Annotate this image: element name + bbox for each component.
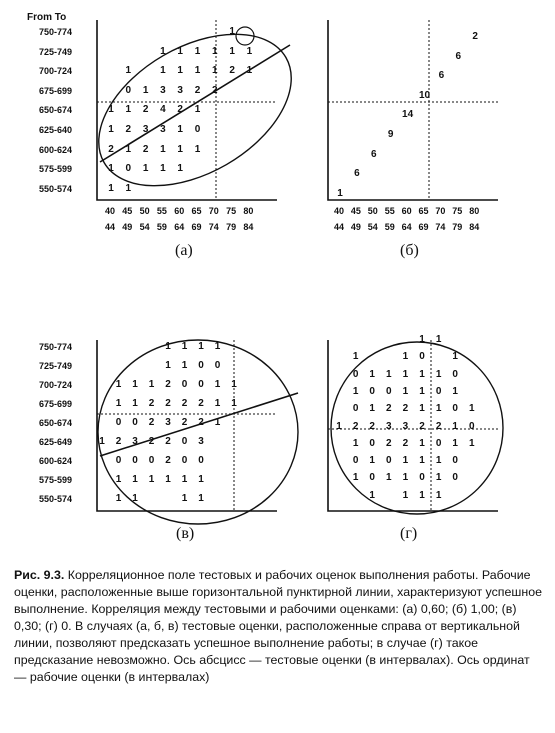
data-cell: 2 [472,31,478,42]
x-axis-tick-label-bottom: 64 [401,222,412,232]
data-cell: 0 [452,455,458,467]
data-cell: 1 [419,368,425,380]
x-axis-tick-label-top: 65 [191,206,202,216]
x-axis-tick-label-top: 60 [174,206,185,216]
y-axis-tick-label: 625-649 [39,437,73,447]
x-axis-tick-label-top: 70 [208,206,219,216]
data-cell: 1 [125,143,132,155]
data-cell: 1 [452,385,458,397]
data-cell: 0 [419,351,425,363]
data-cell: 2 [386,403,392,415]
data-cell: 3 [177,84,183,96]
data-cell: 1 [214,398,221,409]
data-cell: 1 [214,417,221,428]
from-to-header: From To [27,12,67,23]
data-cell: 1 [469,403,475,415]
data-cell: 6 [354,168,360,180]
data-cell: 1 [214,379,221,390]
data-cell: 1 [452,420,458,432]
y-axis-tick-label: 575-599 [39,475,73,485]
data-cell: 2 [229,65,235,77]
data-cell: 1 [369,368,375,380]
data-cell: 1 [231,398,237,409]
data-cell: 1 [125,182,132,194]
data-cell: 2 [198,417,204,428]
y-axis-tick-label: 550-574 [39,494,73,504]
x-axis-tick-label-top: 45 [350,206,361,216]
data-cell: 1 [194,45,201,57]
data-cell: 0 [452,368,458,380]
data-cell: 1 [115,474,122,485]
data-cell: 1 [369,489,375,501]
data-cell: 2 [108,143,114,155]
x-axis-tick-label-bottom: 74 [208,222,219,232]
data-cell: 1 [148,379,155,390]
data-cell: 2 [402,403,409,415]
data-cell: 0 [181,455,188,466]
data-cell: 1 [336,420,342,432]
x-axis-tick-label-top: 40 [334,206,345,216]
data-cell: 1 [402,489,409,501]
x-axis-tick-label-bottom: 79 [226,222,237,232]
x-axis-tick-label-top: 50 [139,206,150,216]
data-cell: 2 [369,420,375,432]
data-cell: 1 [337,187,343,199]
y-axis-tick-label: 750-774 [39,342,73,352]
data-cell: 0 [452,472,458,484]
data-cell: 1 [165,341,171,352]
data-cell: 1 [108,182,114,194]
data-cell: 1 [452,437,458,449]
data-cell: 1 [177,163,183,175]
data-cell: 4 [160,104,166,116]
panel-a [0,0,290,270]
data-cell: 1 [386,472,392,484]
data-cell: 1 [115,398,122,409]
x-axis-tick-label-bottom: 74 [435,222,446,232]
data-cell: 2 [148,436,155,447]
data-cell: 1 [352,351,359,363]
panel-v-label: (в) [176,525,195,542]
data-cell: 1 [99,436,105,447]
data-cell: 1 [160,143,166,155]
data-cell: 1 [125,65,132,77]
x-axis-tick-label-bottom: 59 [156,222,167,232]
data-cell: 1 [132,398,138,409]
data-cell: 1 [194,65,201,77]
data-cell: 2 [148,398,155,409]
data-cell: 0 [352,368,359,380]
y-axis-tick-label: 750-774 [39,27,73,37]
data-cell: 1 [115,379,122,390]
data-cell: 1 [369,455,375,467]
data-cell: 1 [246,45,253,57]
x-axis-tick-label-bottom: 44 [334,222,345,232]
data-cell: 0 [132,455,138,466]
data-cell: 0 [435,385,442,397]
data-cell: 1 [352,472,359,484]
x-axis-tick-label-top: 80 [243,206,254,216]
data-cell: 1 [386,368,392,380]
data-cell: 1 [212,65,218,77]
data-cell: 0 [369,385,375,397]
data-cell: 1 [246,65,253,77]
data-cell: 1 [435,334,442,345]
data-cell: 0 [452,403,458,415]
data-cell: 1 [142,84,149,96]
x-axis-tick-label-bottom: 64 [174,222,185,232]
data-cell: 1 [181,474,188,485]
data-cell: 1 [198,341,204,352]
data-cell: 0 [352,403,359,415]
data-cell: 1 [419,437,425,449]
data-cell: 1 [352,437,359,449]
data-cell: 1 [132,474,138,485]
data-cell: 2 [115,436,122,447]
data-cell: 10 [418,89,431,101]
data-cell: 1 [402,455,409,467]
y-axis-tick-label: 600-624 [39,144,73,155]
data-cell: 1 [419,489,425,501]
data-cell: 1 [229,26,235,37]
data-cell: 3 [386,420,392,432]
data-cell: 1 [402,385,409,397]
data-cell: 1 [402,368,409,380]
x-axis-tick-label-bottom: 49 [350,222,361,232]
data-cell: 2 [435,420,442,432]
y-axis-tick-label: 675-699 [39,399,73,409]
y-axis-tick-label: 650-674 [39,105,73,116]
data-cell: 0 [181,379,188,390]
data-cell: 1 [229,45,235,57]
x-axis-tick-label-top: 70 [435,206,446,216]
x-axis-tick-label-top: 50 [367,206,378,216]
data-cell: 2 [181,417,188,428]
data-cell: 1 [160,45,166,57]
data-cell: 0 [386,455,392,467]
data-cell: 3 [165,417,171,428]
data-cell: 2 [194,84,201,96]
data-cell: 1 [194,143,201,155]
panel-a-label: (а) [175,242,193,259]
data-cell: 1 [352,385,359,397]
data-cell: 0 [148,455,155,466]
x-axis-tick-label-top: 75 [452,206,463,216]
x-axis-tick-label-top: 55 [156,206,167,216]
data-cell: 1 [177,124,183,135]
data-cell: 6 [438,70,445,82]
data-cell: 0 [198,379,204,390]
data-cell: 2 [165,436,171,447]
data-cell: 2 [212,84,218,96]
data-cell: 1 [419,455,425,467]
data-cell: 2 [352,420,359,432]
data-cell: 0 [181,436,188,447]
data-cell: 1 [132,493,138,504]
data-cell: 3 [402,420,409,432]
data-cell: 1 [177,143,183,155]
x-axis-tick-label-top: 55 [384,206,395,216]
y-axis-tick-label: 725-749 [39,361,73,371]
data-cell: 1 [212,45,218,57]
data-cell: 0 [386,385,392,397]
panel-b [300,0,550,270]
x-axis-tick-label-bottom: 54 [139,222,150,232]
x-axis-tick-label-bottom: 44 [105,222,116,232]
panel-v [0,330,290,550]
data-cell: 1 [115,493,122,504]
data-cell: 9 [387,129,394,140]
y-axis-tick-label: 600-624 [39,456,73,466]
figure-caption-text: Корреляционное поле тестовых и рабочих оценок выполнения работы. Рабочие оценки, расположенные выше горизонтальной пунктирной линии, характеризуют успешное выполнение. Корреляция между тестовыми и рабочими оценками: (а) 0,60; (б) 1,00; (в) 0,30; (г) 0. В случаях (а, б, в) тестовые оценки, расположенные справа от вертикальной линии, позволяют предсказать успешное выполнение работы; в случае (г) такое предсказание невозможно. Ось абсцисс — тестовые оценки (в интервалах). Ось ординат — рабочие оценки (в интервалах) [14,568,542,684]
data-cell: 0 [469,420,475,432]
y-axis-tick-label: 700-724 [39,380,73,390]
data-cell: 2 [402,437,409,449]
data-cell: 1 [435,455,442,467]
data-cell: 1 [181,341,188,352]
data-cell: 1 [177,65,183,77]
data-cell: 1 [435,472,442,484]
data-cell: 0 [352,455,359,467]
data-cell: 2 [419,420,425,432]
x-axis-tick-label-top: 40 [105,206,116,216]
y-axis-tick-label: 650-674 [39,418,73,428]
data-cell: 0 [198,455,204,466]
data-cell: 0 [369,437,375,449]
data-cell: 1 [108,124,114,135]
data-cell: 0 [194,124,201,135]
data-cell: 1 [181,493,188,504]
data-cell: 0 [419,472,425,484]
x-axis-tick-label-bottom: 59 [384,222,395,232]
data-cell: 1 [198,474,204,485]
data-cell: 1 [160,65,166,77]
data-cell: 1 [132,379,138,390]
y-axis-tick-label: 625-640 [39,125,73,135]
data-cell: 1 [435,489,442,501]
x-axis-tick-label-bottom: 79 [452,222,463,232]
panel-g-label: (г) [400,525,418,542]
x-axis-tick-label-bottom: 84 [469,222,480,232]
data-cell: 1 [419,385,425,397]
x-axis-tick-label-top: 45 [122,206,133,216]
data-cell: 2 [142,104,149,116]
data-cell: 3 [160,124,166,135]
data-cell: 1 [177,45,183,57]
data-cell: 0 [132,417,138,428]
data-cell: 3 [160,84,166,96]
data-cell: 1 [435,403,442,415]
data-cell: 1 [369,403,375,415]
data-cell: 6 [455,50,462,62]
data-cell: 0 [115,417,122,428]
data-cell: 2 [142,143,149,155]
data-cell: 1 [402,472,409,484]
x-axis-tick-label-bottom: 49 [122,222,133,232]
x-axis-tick-label-top: 75 [226,206,237,216]
data-cell: 2 [165,455,171,466]
data-cell: 0 [214,360,221,371]
data-cell: 0 [435,437,442,449]
data-cell: 1 [148,474,155,485]
data-cell: 1 [125,104,132,116]
data-cell: 3 [132,436,138,447]
data-cell: 14 [402,109,414,121]
data-cell: 0 [125,84,132,96]
data-cell: 2 [125,124,132,135]
data-cell: 1 [452,351,458,363]
x-axis-tick-label-bottom: 84 [243,222,254,232]
x-axis-tick-label-top: 65 [418,206,429,216]
data-cell: 2 [181,398,188,409]
data-cell: 1 [198,493,204,504]
data-cell: 2 [177,104,183,116]
data-cell: 2 [198,398,204,409]
data-cell: 0 [369,472,375,484]
x-axis-tick-label-top: 80 [469,206,480,216]
x-axis-tick-label-bottom: 69 [418,222,429,232]
data-cell: 1 [108,104,114,116]
data-cell: 1 [402,351,409,363]
data-cell: 1 [181,360,188,371]
y-axis-tick-label: 675-699 [39,85,73,96]
data-cell: 1 [419,403,425,415]
y-axis-tick-label: 700-724 [39,66,73,77]
data-cell: 2 [165,398,171,409]
y-axis-tick-label: 550-574 [39,183,73,194]
data-cell: 2 [165,379,171,390]
y-axis-tick-label: 575-599 [39,164,73,175]
panel-g [300,330,550,550]
y-axis-tick-label: 725-749 [39,46,73,57]
data-cell: 0 [125,163,132,175]
x-axis-tick-label-top: 60 [401,206,412,216]
data-cell: 0 [198,360,204,371]
data-cell: 1 [214,341,221,352]
data-cell: 1 [160,163,166,175]
data-cell: 1 [435,368,442,380]
data-cell: 0 [115,455,122,466]
x-axis-tick-label-bottom: 69 [191,222,202,232]
data-cell: 1 [165,360,171,371]
data-cell: 2 [386,437,392,449]
data-cell: 1 [165,474,171,485]
figure-caption [14,567,544,686]
data-cell: 1 [469,437,475,449]
figure-number: Рис. 9.3. [14,568,65,582]
data-cell: 3 [142,124,149,135]
data-cell: 1 [142,163,149,175]
data-cell: 1 [108,163,114,175]
data-cell: 1 [231,379,237,390]
data-cell: 3 [198,436,204,447]
data-cell: 1 [419,334,425,345]
data-cell: 1 [194,104,201,116]
panel-b-label: (б) [400,242,419,259]
data-cell: 6 [371,148,377,160]
x-axis-tick-label-bottom: 54 [367,222,378,232]
data-cell: 2 [148,417,155,428]
